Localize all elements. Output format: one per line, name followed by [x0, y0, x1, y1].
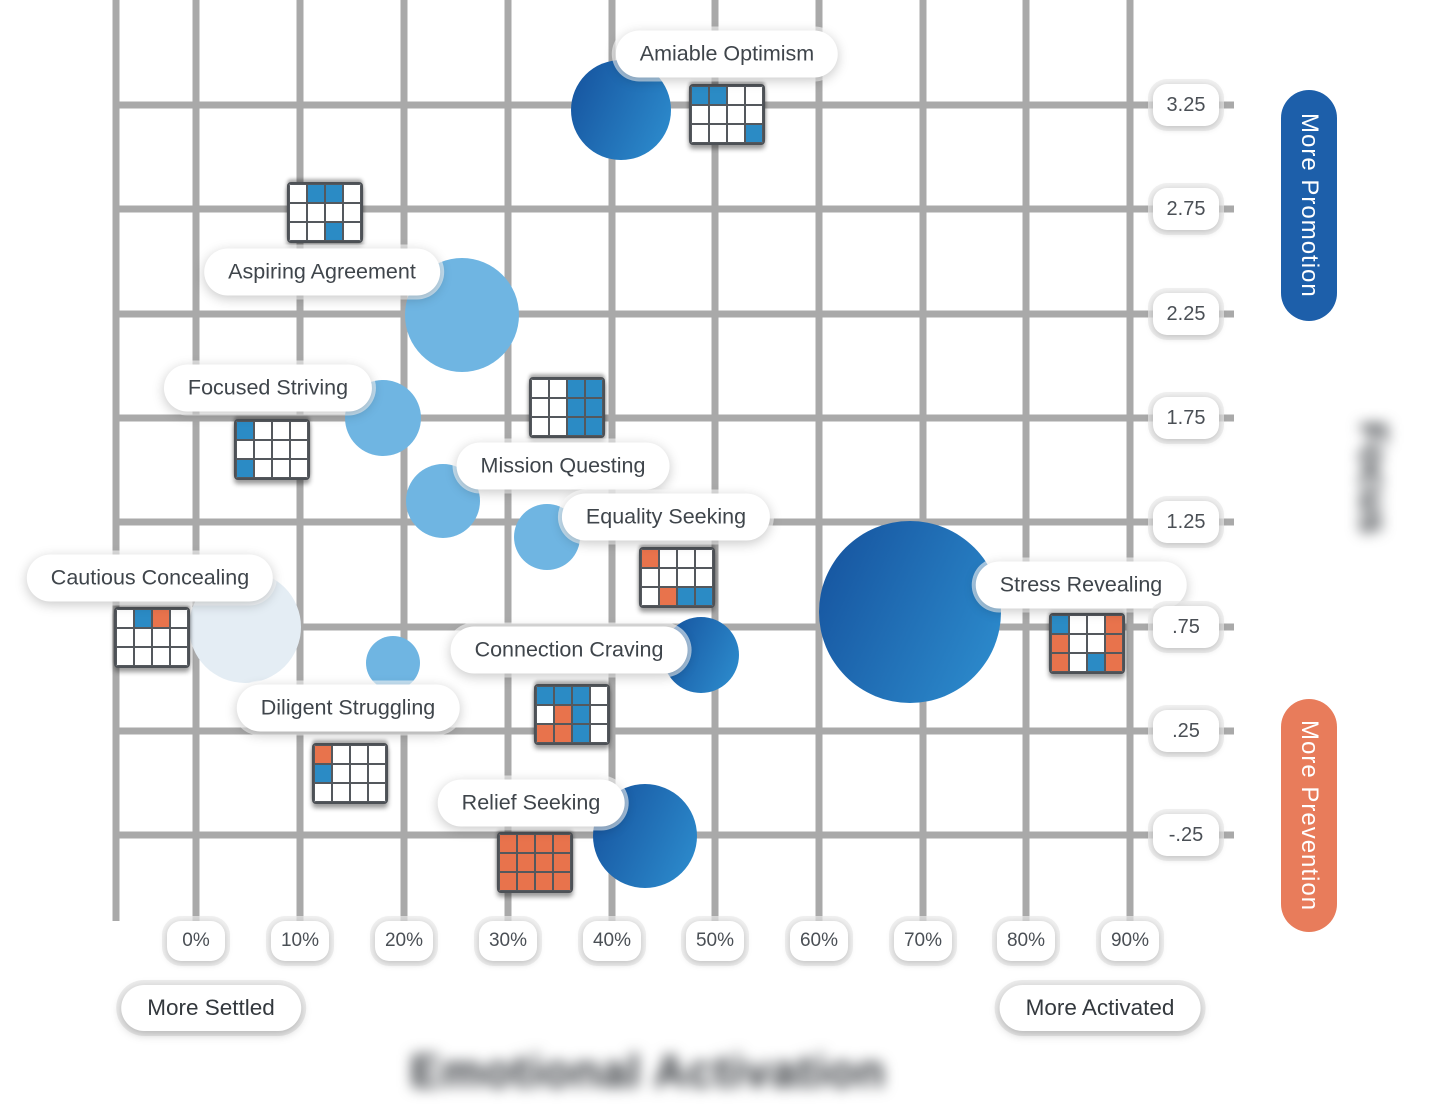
waffle-cell [254, 459, 272, 478]
waffle-cell [134, 609, 152, 628]
waffle-cell [727, 86, 745, 105]
waffle-cell [272, 459, 290, 478]
waffle-cell [314, 764, 332, 783]
label-focused-striving[interactable]: Focused Striving [164, 365, 372, 412]
waffle-cell [554, 686, 572, 705]
y-tick-175: 1.75 [1153, 397, 1219, 439]
waffle-cell [289, 184, 307, 203]
waffle-cell [1105, 634, 1123, 653]
waffle-icon-relief-seeking [497, 832, 573, 893]
x-tick-70: 70% [894, 921, 952, 961]
waffle-cell [590, 686, 608, 705]
waffle-icon-focused-striving [234, 419, 310, 480]
waffle-cell [289, 203, 307, 222]
waffle-cell [307, 203, 325, 222]
waffle-cell [325, 203, 343, 222]
waffle-cell [343, 184, 361, 203]
x-tick-50: 50% [686, 921, 744, 961]
waffle-cell [314, 745, 332, 764]
waffle-cell [350, 764, 368, 783]
waffle-icon-connection-craving [534, 684, 610, 745]
waffle-cell [677, 587, 695, 606]
bubble-diligent-struggling[interactable] [366, 636, 420, 690]
waffle-cell [1105, 615, 1123, 634]
waffle-cell [499, 853, 517, 872]
waffle-cell [332, 764, 350, 783]
waffle-cell [535, 872, 553, 891]
waffle-cell [709, 86, 727, 105]
y-tick-75: .75 [1153, 606, 1219, 648]
x-tick-60: 60% [790, 921, 848, 961]
waffle-cell [691, 124, 709, 143]
y-tick-neg25: -.25 [1153, 814, 1219, 856]
waffle-icon-diligent-struggling [312, 743, 388, 804]
waffle-cell [307, 222, 325, 241]
waffle-cell [254, 421, 272, 440]
waffle-cell [1087, 653, 1105, 672]
y-axis-title-blurred: Focus [1351, 422, 1394, 534]
y-axis-top-label: More Promotion [1281, 90, 1337, 321]
waffle-cell [531, 417, 549, 436]
waffle-cell [236, 459, 254, 478]
label-connection-craving[interactable]: Connection Craving [451, 627, 688, 674]
waffle-icon-cautious-concealing [114, 607, 190, 668]
waffle-cell [659, 568, 677, 587]
label-mission-questing[interactable]: Mission Questing [457, 443, 670, 490]
waffle-cell [289, 222, 307, 241]
waffle-cell [585, 398, 603, 417]
waffle-cell [549, 379, 567, 398]
label-equality-seeking[interactable]: Equality Seeking [562, 494, 770, 541]
y-tick-225: 2.25 [1153, 293, 1219, 335]
waffle-cell [535, 834, 553, 853]
waffle-cell [1087, 634, 1105, 653]
waffle-cell [572, 705, 590, 724]
waffle-cell [170, 609, 188, 628]
x-tick-30: 30% [479, 921, 537, 961]
y-tick-25: .25 [1153, 710, 1219, 752]
waffle-cell [290, 459, 308, 478]
waffle-cell [517, 872, 535, 891]
waffle-cell [727, 124, 745, 143]
waffle-cell [343, 222, 361, 241]
waffle-cell [677, 568, 695, 587]
waffle-cell [332, 783, 350, 802]
x-tick-0: 0% [167, 921, 225, 961]
waffle-cell [517, 834, 535, 853]
label-diligent-struggling[interactable]: Diligent Struggling [237, 685, 460, 732]
waffle-cell [572, 686, 590, 705]
waffle-cell [553, 872, 571, 891]
waffle-cell [709, 124, 727, 143]
waffle-icon-mission-questing [529, 377, 605, 438]
waffle-cell [727, 105, 745, 124]
waffle-cell [531, 398, 549, 417]
waffle-cell [116, 609, 134, 628]
waffle-cell [368, 783, 386, 802]
waffle-cell [1087, 615, 1105, 634]
waffle-cell [170, 628, 188, 647]
waffle-cell [641, 549, 659, 568]
waffle-cell [236, 440, 254, 459]
waffle-cell [536, 724, 554, 743]
waffle-cell [350, 783, 368, 802]
x-tick-90: 90% [1101, 921, 1159, 961]
waffle-cell [677, 549, 695, 568]
waffle-cell [368, 764, 386, 783]
waffle-cell [325, 184, 343, 203]
y-axis-bottom-label: More Prevention [1281, 699, 1337, 932]
waffle-cell [567, 379, 585, 398]
waffle-cell [585, 417, 603, 436]
waffle-cell [659, 587, 677, 606]
waffle-cell [290, 440, 308, 459]
waffle-cell [152, 609, 170, 628]
waffle-cell [641, 568, 659, 587]
waffle-cell [1069, 634, 1087, 653]
x-axis-max-label: More Activated [1000, 985, 1201, 1031]
y-tick-275: 2.75 [1153, 188, 1219, 230]
waffle-cell [272, 440, 290, 459]
waffle-cell [254, 440, 272, 459]
waffle-cell [695, 549, 713, 568]
waffle-cell [307, 184, 325, 203]
label-cautious-concealing[interactable]: Cautious Concealing [27, 555, 273, 602]
waffle-cell [745, 105, 763, 124]
waffle-cell [332, 745, 350, 764]
waffle-cell [567, 417, 585, 436]
y-tick-325: 3.25 [1153, 84, 1219, 126]
waffle-cell [585, 379, 603, 398]
waffle-cell [695, 568, 713, 587]
waffle-cell [745, 86, 763, 105]
x-tick-40: 40% [583, 921, 641, 961]
waffle-cell [116, 628, 134, 647]
waffle-cell [368, 745, 386, 764]
waffle-cell [536, 705, 554, 724]
waffle-cell [549, 417, 567, 436]
waffle-cell [236, 421, 254, 440]
waffle-cell [325, 222, 343, 241]
waffle-icon-stress-revealing [1049, 613, 1125, 674]
waffle-cell [134, 647, 152, 666]
label-stress-revealing[interactable]: Stress Revealing [976, 562, 1187, 609]
waffle-cell [134, 628, 152, 647]
label-aspiring-agreement[interactable]: Aspiring Agreement [204, 249, 440, 296]
waffle-cell [499, 872, 517, 891]
y-tick-125: 1.25 [1153, 501, 1219, 543]
waffle-cell [152, 628, 170, 647]
waffle-cell [343, 203, 361, 222]
waffle-cell [553, 853, 571, 872]
waffle-cell [554, 724, 572, 743]
label-relief-seeking[interactable]: Relief Seeking [438, 780, 625, 827]
x-tick-20: 20% [375, 921, 433, 961]
waffle-cell [691, 105, 709, 124]
waffle-cell [350, 745, 368, 764]
waffle-cell [116, 647, 134, 666]
waffle-cell [1069, 615, 1087, 634]
waffle-cell [290, 421, 308, 440]
waffle-cell [531, 379, 549, 398]
waffle-cell [1069, 653, 1087, 672]
waffle-cell [641, 587, 659, 606]
waffle-cell [499, 834, 517, 853]
waffle-icon-aspiring-agreement [287, 182, 363, 243]
waffle-cell [567, 398, 585, 417]
waffle-cell [170, 647, 188, 666]
waffle-cell [695, 587, 713, 606]
waffle-cell [152, 647, 170, 666]
waffle-cell [517, 853, 535, 872]
waffle-icon-amiable-optimism [689, 84, 765, 145]
waffle-cell [314, 783, 332, 802]
waffle-cell [272, 421, 290, 440]
waffle-cell [691, 86, 709, 105]
waffle-cell [1051, 634, 1069, 653]
waffle-cell [659, 549, 677, 568]
waffle-cell [1051, 615, 1069, 634]
x-tick-80: 80% [997, 921, 1055, 961]
waffle-cell [572, 724, 590, 743]
waffle-cell [553, 834, 571, 853]
waffle-cell [745, 124, 763, 143]
x-tick-10: 10% [271, 921, 329, 961]
waffle-cell [554, 705, 572, 724]
x-axis-min-label: More Settled [121, 985, 301, 1031]
waffle-cell [549, 398, 567, 417]
waffle-cell [709, 105, 727, 124]
waffle-cell [590, 705, 608, 724]
label-amiable-optimism[interactable]: Amiable Optimism [616, 31, 838, 78]
waffle-cell [1105, 653, 1123, 672]
waffle-cell [536, 686, 554, 705]
waffle-cell [535, 853, 553, 872]
x-axis-title-blurred: Emotional Activation [410, 1045, 886, 1097]
waffle-cell [1051, 653, 1069, 672]
bubble-stress-revealing[interactable] [819, 521, 1001, 703]
waffle-icon-equality-seeking [639, 547, 715, 608]
waffle-cell [590, 724, 608, 743]
